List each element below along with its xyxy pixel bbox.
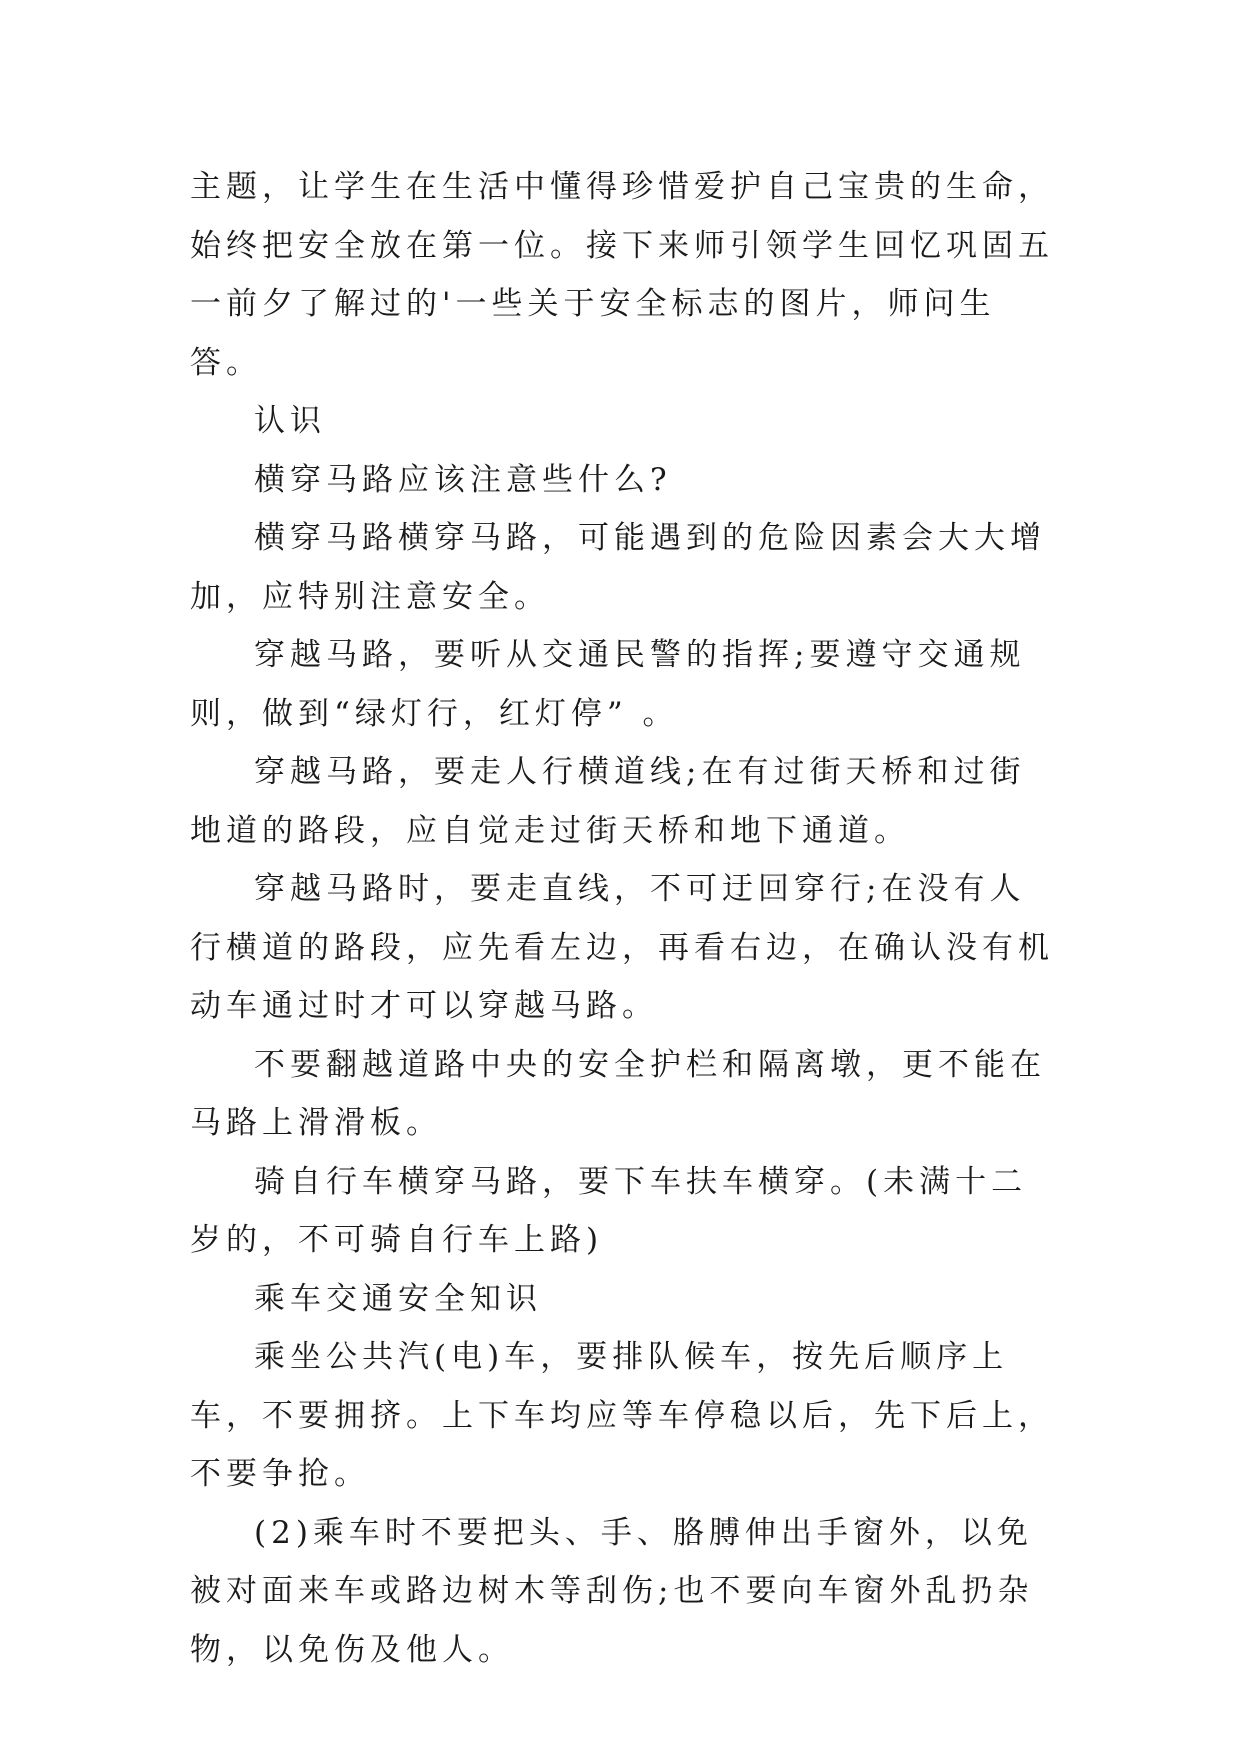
paragraph: 不要翻越道路中央的安全护栏和隔离墩，更不能在马路上滑滑板。: [190, 1046, 1046, 1141]
document-body: [190, 158, 1060, 1679]
paragraph-question: 横穿马路应该注意些什么?: [254, 461, 672, 498]
paragraph: 乘坐公共汽(电)车，要排队候车，按先后顺序上车，不要拥挤。上下车均应等车停稳以后，先下后上，不要争抢。: [190, 1339, 1054, 1492]
paragraph-heading-recognize: 认识: [254, 403, 326, 439]
paragraph: 横穿马路横穿马路，可能遇到的危险因素会大大增加，应特别注意安全。: [190, 520, 1046, 615]
paragraph: (2)乘车时不要把头、手、胳膊伸出手窗外，以免被对面来车或路边树木等刮伤;也不要向车窗外乱扔杂物，以免伤及他人。: [190, 1514, 1034, 1668]
paragraph: 穿越马路，要走人行横道线;在有过街天桥和过街地道的路段，应自觉走过街天桥和地下通道。: [190, 754, 1026, 849]
paragraph: 穿越马路时，要走直线，不可迂回穿行;在没有人行横道的路段，应先看左边，再看右边，在确认没有机动车通过时才可以穿越马路。: [190, 871, 1054, 1024]
paragraph-heading-ride-safety: 乘车交通安全知识: [254, 1280, 542, 1317]
paragraph: 骑自行车横穿马路，要下车扶车横穿。(未满十二岁的，不可骑自行车上路): [190, 1163, 1028, 1258]
paragraph-continuation: 主题，让学生在生活中懂得珍惜爱护自己宝贵的生命，始终把安全放在第一位。接下来师引领学生回忆巩固五一前夕了解过的'一些关于安全标志的图片，师问生答。: [190, 169, 1054, 381]
paragraph: 穿越马路，要听从交通民警的指挥;要遵守交通规则，做到“绿灯行，红灯停” 。: [190, 637, 1026, 732]
